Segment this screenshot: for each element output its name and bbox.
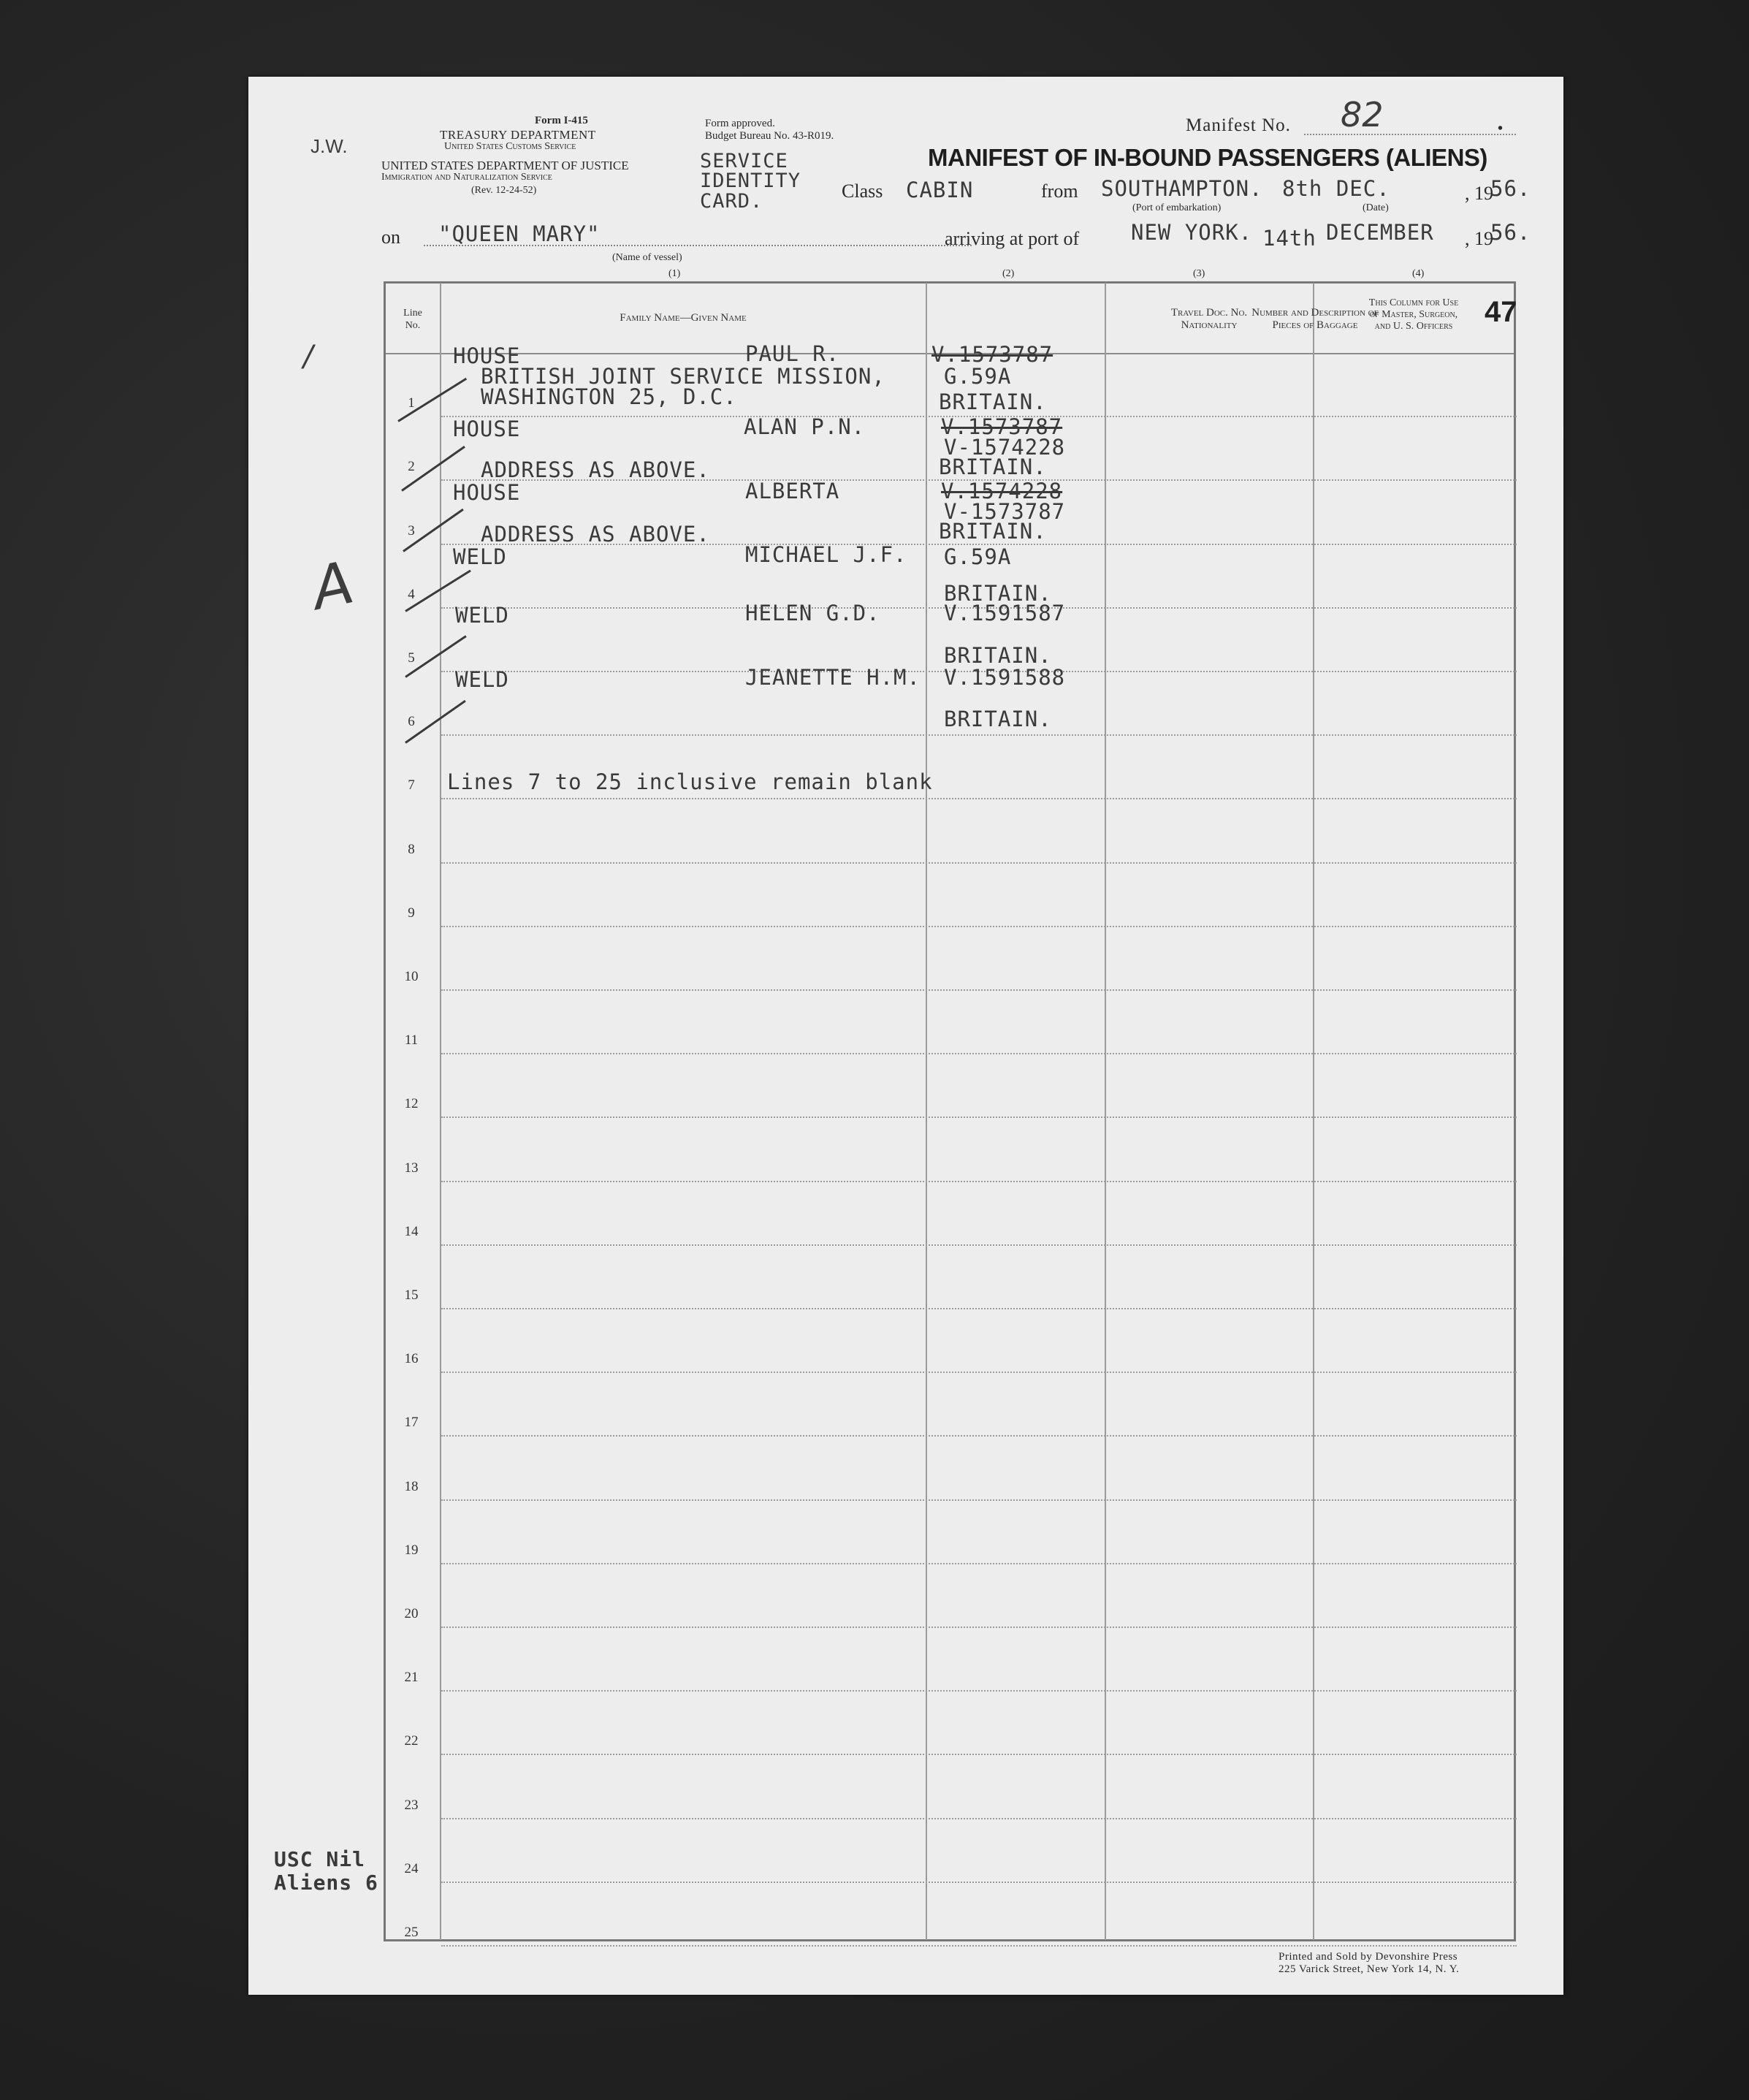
- line-number: 3: [408, 523, 415, 539]
- manifest-no-underline: [1304, 134, 1516, 135]
- row-separator: [441, 1116, 1517, 1118]
- line-number: 23: [404, 1797, 419, 1813]
- entry-2-doc: V-1574228: [944, 435, 1066, 460]
- col-number-1: (1): [668, 268, 681, 279]
- row-separator: [441, 862, 1517, 864]
- arrival-year: 56.: [1490, 220, 1531, 245]
- line-number: 12: [404, 1096, 419, 1111]
- manifest-no-mark: •: [1498, 121, 1504, 137]
- margin-initials: A: [305, 548, 359, 623]
- entry-4-given: MICHAEL J.F.: [745, 542, 907, 567]
- printer-line-1: Printed and Sold by Devonshire Press: [1279, 1951, 1458, 1963]
- manifest-title: MANIFEST OF IN-BOUND PASSENGERS (ALIENS): [928, 144, 1487, 171]
- entry-1-address-2: WASHINGTON 25, D.C.: [481, 384, 737, 409]
- row-separator: [441, 734, 1517, 736]
- row-separator: [441, 1435, 1517, 1437]
- service-identity-line-1: SERVICE: [700, 150, 788, 172]
- row-separator: [441, 1308, 1517, 1309]
- entry-5-given: HELEN G.D.: [745, 601, 880, 625]
- form-number: Form I-415: [535, 115, 588, 126]
- entry-4-family: WELD: [453, 544, 507, 569]
- customs-service: United States Customs Service: [444, 141, 576, 152]
- line-number: 9: [408, 905, 415, 921]
- line-number: 25: [404, 1925, 419, 1940]
- line-number: 10: [404, 969, 419, 984]
- entry-5-doc: V.1591587: [944, 601, 1066, 625]
- entry-1-doc: G.59A: [944, 364, 1012, 389]
- line-number: 5: [408, 650, 415, 666]
- entry-6-family: WELD: [455, 667, 509, 692]
- embarkation-year: 56.: [1490, 176, 1531, 201]
- margin-mark: /: [303, 340, 313, 373]
- service-identity-line-3: CARD.: [700, 190, 763, 213]
- header-officers: This Column for Use of Master, Surgeon, and U. S. Officers: [1368, 297, 1459, 332]
- row-separator: [441, 798, 1517, 799]
- row-separator: [441, 1563, 1517, 1564]
- arrival-port: NEW YORK.: [1131, 220, 1253, 245]
- entry-4-doc: G.59A: [944, 544, 1012, 569]
- entry-1-address-1: BRITISH JOINT SERVICE MISSION,: [481, 364, 885, 389]
- line-number: 20: [404, 1606, 419, 1621]
- arrival-day: 14th: [1262, 226, 1316, 251]
- entry-2-nationality: BRITAIN.: [939, 454, 1047, 479]
- col-number-4: (4): [1412, 268, 1425, 279]
- row-separator: [441, 1882, 1517, 1883]
- entry-2-doc-struck: V.1573787: [941, 414, 1063, 439]
- header-travel-doc: Travel Doc. No. Nationality: [1170, 307, 1248, 331]
- on-label: on: [381, 227, 400, 248]
- arrival-month: DECEMBER: [1326, 220, 1434, 245]
- entry-1-family: HOUSE: [453, 343, 521, 368]
- line-number: 2: [408, 459, 415, 474]
- line-number: 13: [404, 1160, 419, 1176]
- vessel-underline: [424, 245, 972, 246]
- entry-3-family: HOUSE: [453, 480, 521, 505]
- entry-3-doc: V-1573787: [944, 499, 1066, 524]
- row-separator: [441, 1244, 1517, 1246]
- line-number: 21: [404, 1670, 419, 1685]
- entry-3-address: ADDRESS AS ABOVE.: [481, 522, 710, 547]
- row-separator: [441, 1499, 1517, 1501]
- manifest-sheet: [248, 77, 1563, 1995]
- line-number: 24: [404, 1861, 419, 1876]
- line-number: 16: [404, 1351, 419, 1366]
- printer-line-2: 225 Varick Street, New York 14, N. Y.: [1279, 1963, 1460, 1975]
- manifest-no-value: 82: [1341, 95, 1384, 134]
- line-number: 4: [408, 587, 415, 602]
- usc-summary: USC Nil: [274, 1847, 366, 1871]
- line-number: 11: [404, 1032, 419, 1048]
- line-number: 14: [404, 1224, 419, 1239]
- entry-6-given: JEANETTE H.M.: [745, 665, 921, 690]
- row-separator: [441, 1181, 1517, 1182]
- row-separator: [441, 1818, 1517, 1819]
- line-number: 19: [404, 1542, 419, 1558]
- row-separator: [441, 1754, 1517, 1755]
- immigration-service: Immigration and Naturalization Service: [381, 172, 552, 183]
- col-number-2: (2): [1002, 268, 1015, 279]
- date-caption: (Date): [1363, 202, 1389, 213]
- port-embarkation: SOUTHAMPTON.: [1101, 176, 1263, 201]
- from-label: from: [1041, 180, 1078, 202]
- line-number: 8: [408, 842, 415, 857]
- entry-3-doc-struck: V.1574228: [941, 479, 1063, 503]
- arrival-year-prefix: , 19: [1465, 228, 1493, 249]
- row-separator: [441, 1627, 1517, 1628]
- row-separator: [441, 1372, 1517, 1373]
- embarkation-year-prefix: , 19: [1465, 183, 1493, 204]
- vessel-caption: (Name of vessel): [612, 252, 682, 263]
- header-line-no: Line No.: [403, 308, 422, 331]
- line-number: 17: [404, 1415, 419, 1430]
- officer-stamp-number: 47: [1485, 296, 1517, 328]
- entry-2-given: ALAN P.N.: [744, 414, 866, 439]
- line-number: 15: [404, 1287, 419, 1303]
- dept-justice: UNITED STATES DEPARTMENT OF JUSTICE: [381, 159, 629, 172]
- revision-date: (Rev. 12-24-52): [471, 185, 537, 196]
- budget-bureau: Budget Bureau No. 43-R019.: [705, 130, 834, 142]
- entry-1-given: PAUL R.: [745, 341, 840, 366]
- line-number: 7: [408, 777, 415, 793]
- header-family-name: Family Name—Given Name: [620, 312, 747, 324]
- entry-2-family: HOUSE: [453, 416, 521, 441]
- initials-annotation: J.W.: [310, 135, 348, 157]
- service-identity-line-2: IDENTITY: [700, 170, 801, 192]
- entry-5-family: WELD: [455, 603, 509, 628]
- entry-4-nationality: BRITAIN.: [944, 581, 1052, 606]
- row-separator: [441, 1690, 1517, 1692]
- port-embarkation-caption: (Port of embarkation): [1132, 202, 1222, 213]
- entry-1-nationality: BRITAIN.: [939, 389, 1047, 414]
- class-label: Class: [842, 180, 883, 202]
- manifest-no-label: Manifest No.: [1186, 115, 1291, 135]
- line-number: 18: [404, 1479, 419, 1494]
- row-separator: [441, 1053, 1517, 1054]
- aliens-summary: Aliens 6: [274, 1871, 378, 1895]
- entry-1-doc-struck: V.1573787: [931, 342, 1053, 367]
- blank-lines-note: Lines 7 to 25 inclusive remain blank: [447, 769, 933, 794]
- row-separator: [441, 926, 1517, 927]
- entry-2-address: ADDRESS AS ABOVE.: [481, 457, 710, 482]
- entry-3-nationality: BRITAIN.: [939, 519, 1047, 544]
- line-number: 6: [408, 714, 415, 729]
- header-baggage: Number and Description of Pieces of Baggage: [1251, 307, 1379, 331]
- entry-6-doc: V.1591588: [944, 665, 1066, 690]
- entry-5-nationality: BRITAIN.: [944, 643, 1052, 668]
- row-separator: [441, 1945, 1517, 1947]
- vessel-name: "QUEEN MARY": [438, 221, 601, 246]
- entry-6-nationality: BRITAIN.: [944, 707, 1052, 731]
- treasury-department: TREASURY DEPARTMENT: [440, 128, 596, 142]
- line-number: 22: [404, 1733, 419, 1749]
- row-separator: [441, 989, 1517, 991]
- embarkation-date: 8th DEC.: [1282, 176, 1390, 201]
- entry-3-given: ALBERTA: [745, 479, 840, 503]
- col-number-3: (3): [1193, 268, 1205, 279]
- class-value: CABIN: [906, 178, 974, 202]
- line-number: 1: [408, 395, 415, 411]
- arriving-label: arriving at port of: [945, 228, 1080, 249]
- form-approved: Form approved.: [705, 118, 775, 129]
